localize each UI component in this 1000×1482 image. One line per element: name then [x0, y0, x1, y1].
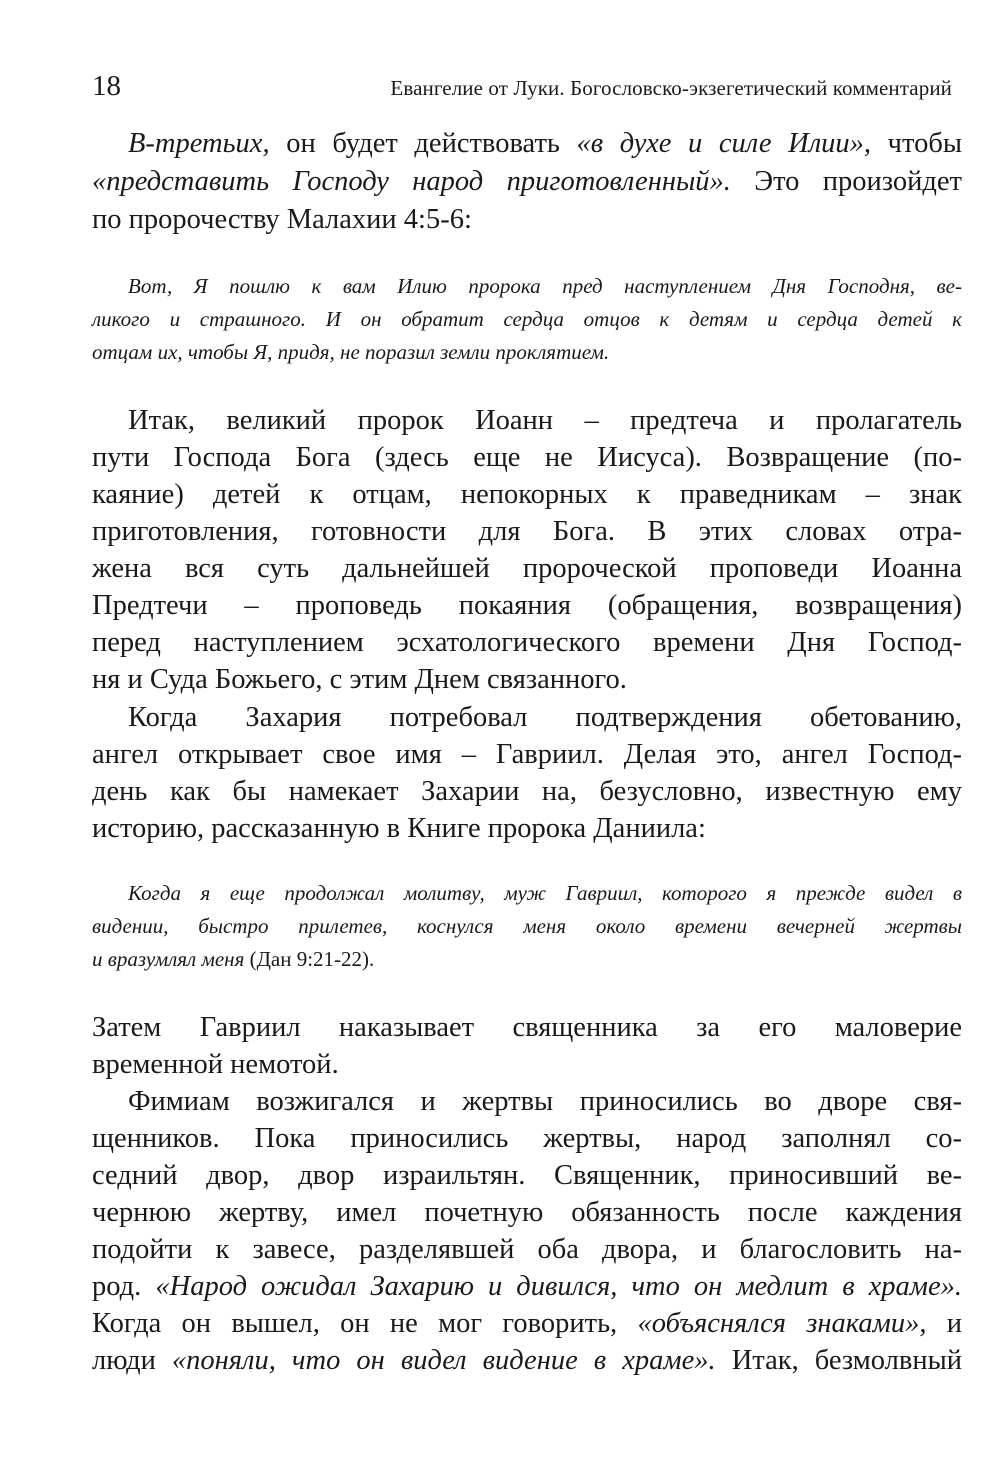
quote-line: Вот, Я пошлю к вам Илию пророка пред наступлением Дня Господня, ве-	[128, 274, 962, 298]
text-line	[92, 206, 926, 235]
quote-line: видении, быстро прилетев, коснулся меня около времени вечерней жертвы	[92, 914, 962, 938]
text-run: чтобы	[871, 128, 962, 159]
text-run: род.	[92, 1271, 156, 1302]
text-line	[92, 1310, 962, 1339]
running-title: Евангелие от Луки. Богословско-экзегетический комментарий	[390, 76, 952, 100]
text-line: каяние) детей к отцам, непокорных к праведникам – знак	[92, 479, 962, 510]
text-run: Это произойдет	[730, 166, 962, 197]
block-quote-1	[92, 274, 962, 376]
paragraph-2	[92, 407, 962, 707]
text-line: Итак, великий пророк Иоанн – предтеча и пролагатель	[128, 405, 962, 436]
quote-line	[92, 949, 926, 970]
text-line: чернюю жертву, имел почетную обязанность после каждения	[92, 1197, 962, 1228]
quote-line: отцам их, чтобы Я, придя, не поразил земли проклятием.	[92, 340, 610, 364]
scripture-quote: «Народ ожидал Захарию и дивился, что он медлит в храме».	[155, 1271, 962, 1302]
text-line: приготовления, готовности для Бога. В этих словах отра-	[92, 516, 962, 547]
paragraph-3	[92, 704, 962, 854]
text-line: пути Господа Бога (здесь еще не Иисуса). Возвращение (по-	[92, 442, 962, 473]
emphasis: В-третьих,	[128, 128, 270, 159]
quote-line: ликого и страшного. И он обратит сердца отцов к детям и сердца детей к	[92, 307, 962, 331]
scripture-quote: «объяснялся знаками»,	[637, 1308, 927, 1339]
text-run: Итак, безмолвный	[715, 1345, 962, 1376]
text-line: щенников. Пока приносились жертвы, народ заполнял со-	[92, 1123, 962, 1154]
block-quote-2	[92, 881, 962, 983]
text-run: люди	[92, 1345, 172, 1376]
text-line	[92, 1347, 962, 1376]
scripture-quote: «в духе и силе Илии»,	[576, 128, 872, 159]
text-line: перед наступлением эсхатологического времени Дня Господ-	[92, 627, 962, 658]
quote-line: Когда я еще продолжал молитву, муж Гавриил, которого я прежде видел в	[128, 881, 962, 905]
quote-text: и вразумлял меня	[92, 947, 245, 971]
text-line	[128, 130, 962, 159]
running-header	[92, 70, 952, 110]
text-line: ангел открывает свое имя – Гавриил. Делая это, ангел Господ-	[92, 739, 962, 770]
paragraph-1	[92, 128, 962, 270]
text-run: он будет действовать	[269, 128, 577, 159]
text-line: Предтечи – проповедь покаяния (обращения, возвращения)	[92, 590, 962, 621]
scripture-quote: «представить Господу народ приготовленный».	[92, 166, 731, 197]
text-run: по пророчеству Малахии 4:5-6:	[92, 204, 472, 235]
text-line	[92, 168, 962, 197]
text-run: и	[926, 1308, 962, 1339]
page-number: 18	[92, 70, 121, 102]
scripture-reference: (Дан 9:21-22).	[244, 947, 375, 971]
text-line: Когда Захария потребовал подтверждения обетованию,	[128, 702, 962, 733]
text-line: жена вся суть дальнейшей пророческой проповеди Иоанна	[92, 553, 962, 584]
text-line: седний двор, двор израильтян. Священник, приносивший ве-	[92, 1160, 962, 1191]
text-line: Фимиам возжигался и жертвы приносились во дворе свя-	[128, 1086, 962, 1117]
scripture-quote: «поняли, что он видел видение в храме».	[171, 1345, 716, 1376]
text-line: временной немотой.	[92, 1049, 339, 1080]
paragraph-4	[92, 1014, 962, 1094]
text-line: ня и Суда Божьего, с этим Днем связанного.	[92, 664, 627, 695]
text-line: Затем Гавриил наказывает священника за его маловерие	[92, 1012, 962, 1043]
text-line: подойти к завесе, разделявшей оба двора, и благословить на-	[92, 1234, 962, 1265]
text-line	[92, 1273, 962, 1302]
text-line: день как бы намекает Захарии на, безусловно, известную ему	[92, 776, 962, 807]
text-line: историю, рассказанную в Книге пророка Даниила:	[92, 813, 706, 844]
text-run: Когда он вышел, он не мог говорить,	[92, 1308, 638, 1339]
paragraph-5	[92, 1088, 962, 1388]
